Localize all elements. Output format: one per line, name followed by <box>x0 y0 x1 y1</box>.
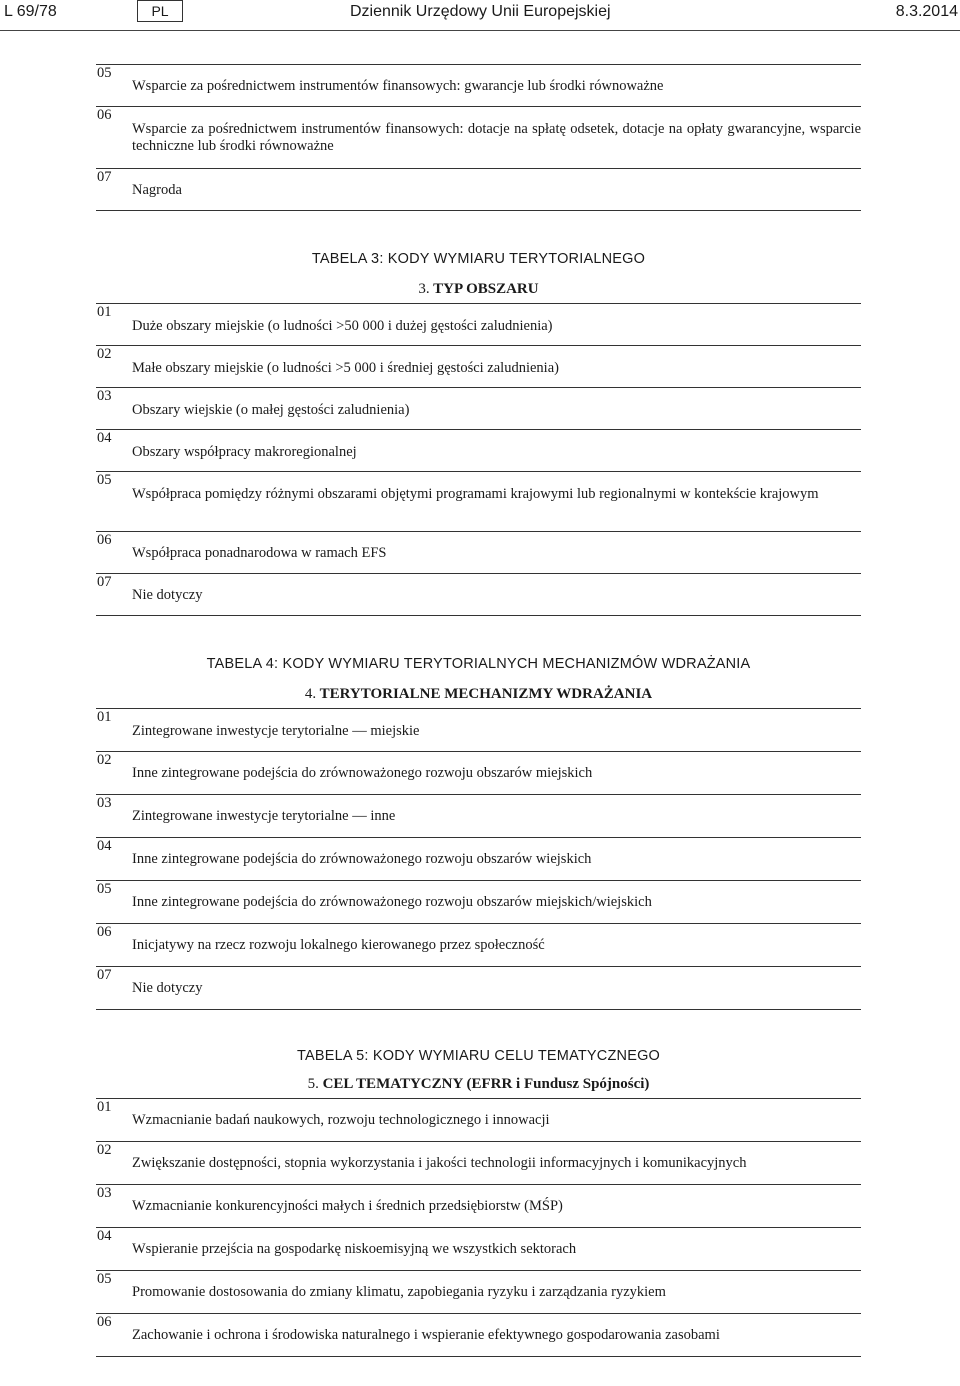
row-code: 02 <box>97 1142 112 1158</box>
row-text: Zwiększanie dostępności, stopnia wykorzystania i jakości technologii informacyjnych i komunikacyjnych <box>132 1155 747 1171</box>
row-text: Zachowanie i ochrona i środowiska naturalnego i wspieranie efektywnego gospodarowania zasobami <box>132 1327 720 1343</box>
table-row <box>96 1314 861 1356</box>
table-row <box>96 472 861 531</box>
table-5-heading <box>96 1076 861 1098</box>
row-text: Inne zintegrowane podejścia do zrównoważonego rozwoju obszarów wiejskich <box>132 851 592 867</box>
table-row <box>96 1228 861 1270</box>
row-code: 05 <box>97 65 112 81</box>
row-text: Wzmacnianie konkurencyjności małych i średnich przedsiębiorstw (MŚP) <box>132 1198 563 1214</box>
table-3-title: TABELA 3: KODY WYMIARU TERYTORIALNEGO <box>311 251 646 267</box>
row-code: 03 <box>97 388 112 404</box>
table-row <box>96 924 861 966</box>
row-text: Małe obszary miejskie (o ludności >5 000 i średniej gęstości zaludnienia) <box>132 360 559 376</box>
page-header <box>0 0 960 30</box>
row-text: Wsparcie za pośrednictwem instrumentów finansowych: dotacje na spłatę odsetek, dotacje na opłaty gwarancyjne, wsparcie techniczne lub środki równoważne <box>132 121 861 154</box>
row-text: Nie dotyczy <box>132 980 203 996</box>
row-code: 06 <box>97 532 112 548</box>
table-row <box>96 169 861 210</box>
row-code: 04 <box>97 838 112 854</box>
table-row <box>96 752 861 794</box>
table-row <box>96 388 861 429</box>
row-text: Wspieranie przejścia na gospodarkę niskoemisyjną we wszystkich sektorach <box>132 1241 577 1257</box>
table-3-heading <box>96 281 861 303</box>
table-5-title: TABELA 5: KODY WYMIARU CELU TEMATYCZNEGO <box>296 1048 661 1064</box>
table-row <box>96 795 861 837</box>
row-text: Zintegrowane inwestycje terytorialne — miejskie <box>132 723 420 739</box>
row-text: Współpraca ponadnarodowa w ramach EFS <box>132 545 387 561</box>
row-text: Duże obszary miejskie (o ludności >50 000 i dużej gęstości zaludnienia) <box>132 318 553 334</box>
heading-number: 5. <box>307 1076 319 1092</box>
row-code: 05 <box>97 1271 112 1287</box>
header-divider <box>0 30 960 31</box>
heading-text: TYP OBSZARU <box>433 281 539 297</box>
row-text: Inicjatywy na rzecz rozwoju lokalnego kierowanego przez społeczność <box>132 937 545 953</box>
row-code: 01 <box>97 304 112 320</box>
table-row <box>96 1099 861 1141</box>
heading-text: TERYTORIALNE MECHANIZMY WDRAŻANIA <box>319 686 653 702</box>
table-row <box>96 107 861 168</box>
document-body <box>96 64 861 1357</box>
table-rule <box>96 1356 861 1357</box>
table-row <box>96 65 861 106</box>
table-row <box>96 346 861 387</box>
table-row <box>96 709 861 751</box>
row-text: Inne zintegrowane podejścia do zrównoważonego rozwoju obszarów miejskich <box>132 765 593 781</box>
row-code: 06 <box>97 107 112 123</box>
row-code: 07 <box>97 967 112 983</box>
row-code: 01 <box>97 1099 112 1115</box>
table-row <box>96 430 861 471</box>
table-row <box>96 967 861 1009</box>
journal-title: Dziennik Urzędowy Unii Europejskiej <box>350 3 611 20</box>
row-text: Współpraca pomiędzy różnymi obszarami objętymi programami krajowymi lub regionalnymi w kontekście krajowym <box>132 486 819 502</box>
table-row <box>96 838 861 880</box>
row-code: 06 <box>97 924 112 940</box>
table-4-title: TABELA 4: KODY WYMIARU TERYTORIALNYCH MECHANIZMÓW WDRAŻANIA <box>206 656 751 672</box>
row-code: 03 <box>97 795 112 811</box>
row-text: Inne zintegrowane podejścia do zrównoważonego rozwoju obszarów miejskich/wiejskich <box>132 894 652 910</box>
row-code: 07 <box>97 169 112 185</box>
row-code: 02 <box>97 346 112 362</box>
row-text: Obszary wiejskie (o małej gęstości zaludnienia) <box>132 402 410 418</box>
table-row <box>96 1185 861 1227</box>
language-badge: PL <box>137 0 183 22</box>
table-row <box>96 574 861 615</box>
row-text: Wsparcie za pośrednictwem instrumentów finansowych: gwarancje lub środki równoważne <box>132 78 664 94</box>
heading-number: 3. <box>418 281 430 297</box>
row-text: Nie dotyczy <box>132 587 203 603</box>
row-code: 04 <box>97 1228 112 1244</box>
row-text: Promowanie dostosowania do zmiany klimatu, zapobiegania ryzyku i zarządzania ryzykiem <box>132 1284 666 1300</box>
row-text: Zintegrowane inwestycje terytorialne — inne <box>132 808 396 824</box>
row-code: 04 <box>97 430 112 446</box>
row-code: 07 <box>97 574 112 590</box>
row-text: Wzmacnianie badań naukowych, rozwoju technologicznego i innowacji <box>132 1112 550 1128</box>
row-text: Obszary współpracy makroregionalnej <box>132 444 357 460</box>
row-text: Nagroda <box>132 182 182 198</box>
publication-date: 8.3.2014 <box>895 3 958 20</box>
row-code: 05 <box>97 881 112 897</box>
table-row <box>96 532 861 573</box>
table-row <box>96 881 861 923</box>
row-code: 05 <box>97 472 112 488</box>
row-code: 01 <box>97 709 112 725</box>
heading-number: 4. <box>304 686 317 702</box>
heading-text: CEL TEMATYCZNY (EFRR i Fundusz Spójności) <box>322 1076 650 1092</box>
page-number: L 69/78 <box>4 3 57 20</box>
table-4-heading <box>96 686 861 708</box>
table-row <box>96 1142 861 1184</box>
table-row <box>96 1271 861 1313</box>
row-code: 06 <box>97 1314 112 1330</box>
table-row <box>96 304 861 345</box>
row-code: 03 <box>97 1185 112 1201</box>
row-code: 02 <box>97 752 112 768</box>
